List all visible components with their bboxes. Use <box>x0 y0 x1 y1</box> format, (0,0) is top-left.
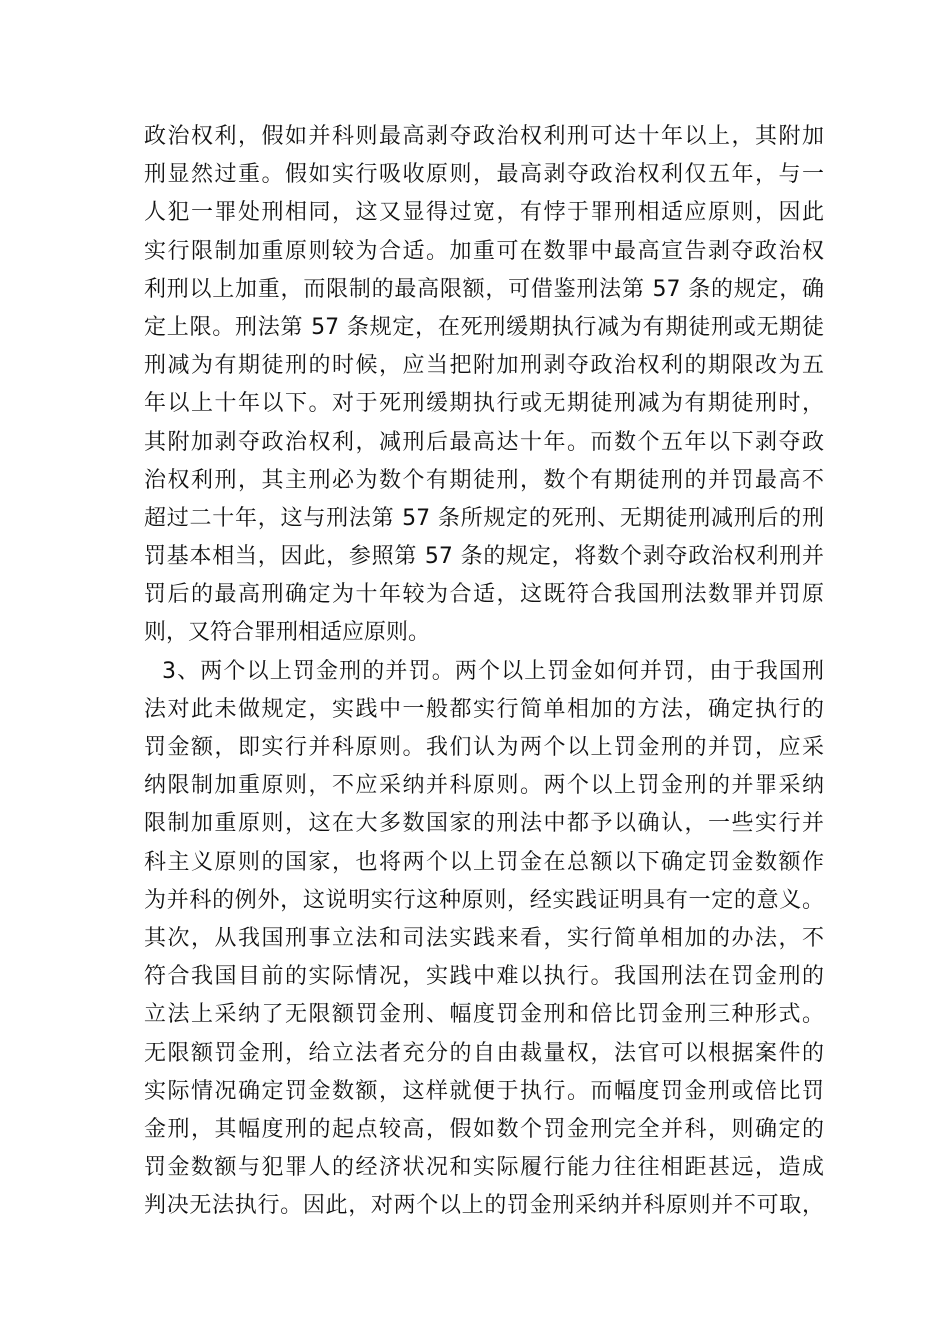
text-line: 无限额罚金刑，给立法者充分的自由裁量权，法官可以根据案件的 <box>144 1040 824 1066</box>
text-line: 立法上采纳了无限额罚金刑、幅度罚金刑和倍比罚金刑三种形式。 <box>144 1002 824 1028</box>
text-line: 为并科的例外，这说明实行这种原则，经实践证明具有一定的意义。 <box>144 887 824 913</box>
text-line: 科主义原则的国家，也将两个以上罚金在总额以下确定罚金数额作 <box>144 849 824 875</box>
text-line: 符合我国目前的实际情况，实践中难以执行。我国刑法在罚金刑的 <box>144 964 824 990</box>
text-line: 法对此未做规定，实践中一般都实行简单相加的方法，确定执行的 <box>144 696 824 722</box>
text-line: 则，又符合罪刑相适应原则。 <box>144 620 431 646</box>
text-line: 其次，从我国刑事立法和司法实践来看，实行简单相加的办法，不 <box>144 925 824 951</box>
text-line: 利刑以上加重，而限制的最高限额，可借鉴刑法第 57 条的规定，确 <box>144 276 824 302</box>
body-text <box>144 118 824 1225</box>
text-line: 人犯一罪处刑相同，这又显得过宽，有悖于罪刑相适应原则，因此 <box>144 200 824 226</box>
text-line: 罚金额，即实行并科原则。我们认为两个以上罚金刑的并罚，应采 <box>144 735 824 760</box>
text-line: 罚基本相当，因此，参照第 57 条的规定，将数个剥夺政治权利刑并 <box>144 544 824 570</box>
text-line: 罚后的最高刑确定为十年较为合适，这既符合我国刑法数罪并罚原 <box>144 582 824 608</box>
text-line: 纳限制加重原则，不应采纳并科原则。两个以上罚金刑的并罪采纳 <box>144 773 824 799</box>
text-line: 治权利刑，其主刑必为数个有期徒刑，数个有期徒刑的并罚最高不 <box>144 467 824 493</box>
text-line: 判决无法执行。因此，对两个以上的罚金刑采纳并科原则并不可取， <box>144 1193 824 1219</box>
text-line: 限制加重原则，这在大多数国家的刑法中都予以确认，一些实行并 <box>144 811 824 837</box>
section-heading-line: 3、两个以上罚金刑的并罚。两个以上罚金如何并罚，由于我国刑 <box>162 658 824 684</box>
text-line: 其附加剥夺政治权利，减刑后最高达十年。而数个五年以下剥夺政 <box>144 429 824 455</box>
text-line: 超过二十年，这与刑法第 57 条所规定的死刑、无期徒刑减刑后的刑 <box>144 505 824 531</box>
text-line: 金刑，其幅度刑的起点较高，假如数个罚金刑完全并科，则确定的 <box>144 1116 824 1142</box>
text-line: 刑显然过重。假如实行吸收原则，最高剥夺政治权利仅五年，与一 <box>144 162 824 188</box>
text-line: 年以上十年以下。对于死刑缓期执行或无期徒刑减为有期徒刑时， <box>144 391 824 417</box>
text-line: 罚金数额与犯罪人的经济状况和实际履行能力往往相距甚远，造成 <box>144 1155 824 1181</box>
text-line: 实际情况确定罚金数额，这样就便于执行。而幅度罚金刑或倍比罚 <box>144 1078 824 1104</box>
text-line: 定上限。刑法第 57 条规定，在死刑缓期执行减为有期徒刑或无期徒 <box>144 314 824 340</box>
text-line: 刑减为有期徒刑的时候，应当把附加刑剥夺政治权利的期限改为五 <box>144 353 824 379</box>
text-line: 实行限制加重原则较为合适。加重可在数罪中最高宣告剥夺政治权 <box>144 238 824 264</box>
text-line: 政治权利，假如并科则最高剥夺政治权利刑可达十年以上，其附加 <box>144 124 824 149</box>
